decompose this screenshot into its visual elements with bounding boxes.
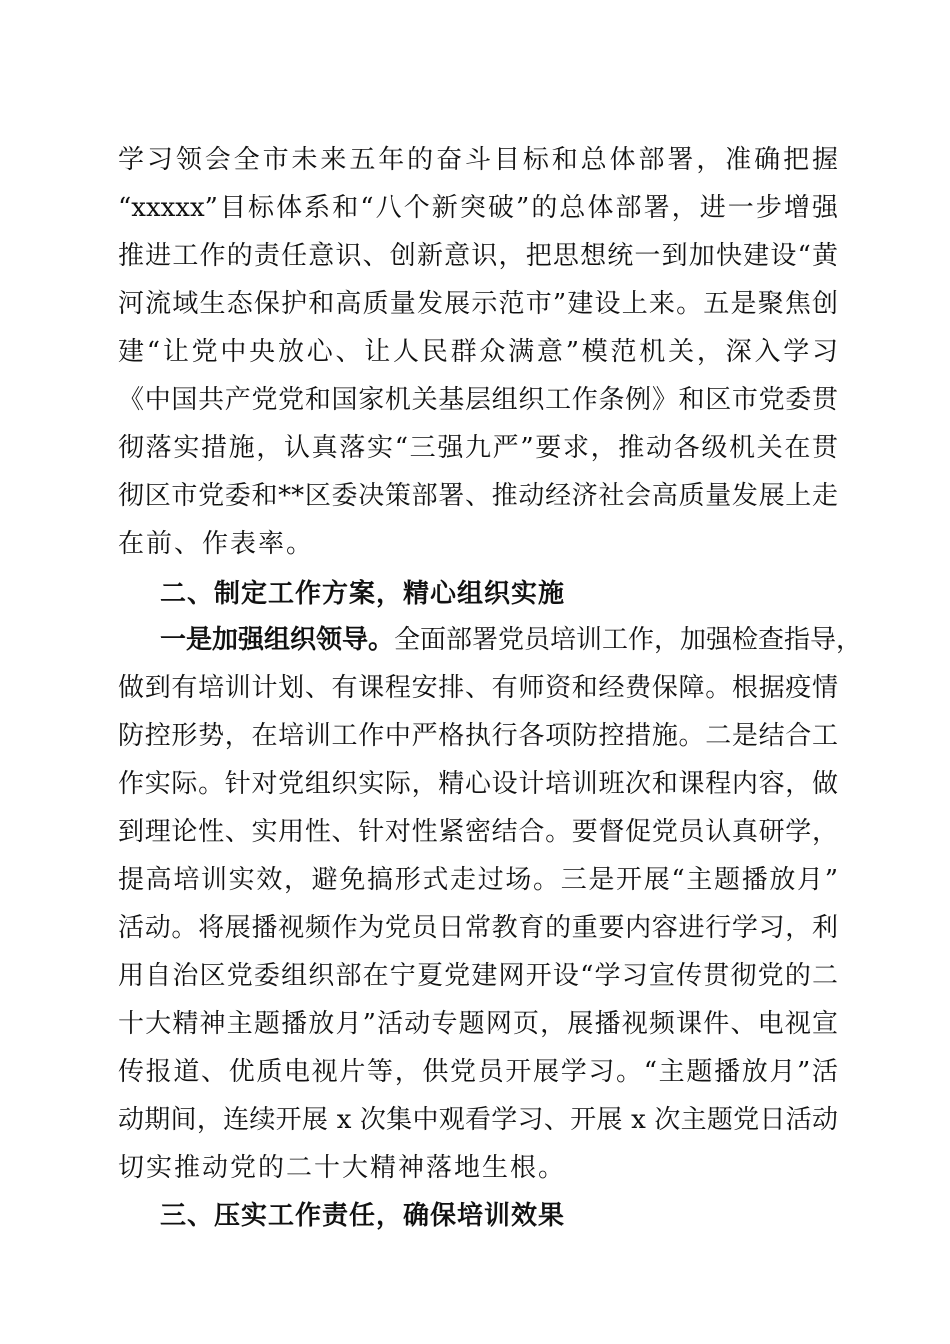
paragraph-line: 活动。将展播视频作为党员日常教育的重要内容进行学习，利 [118,913,838,943]
paragraph-line: “xxxxx”目标体系和“八个新突破”的总体部署，进一步增强 [118,193,838,223]
paragraph-line: 动期间，连续开展 x 次集中观看学习、开展 x 次主题党日活动 [118,1105,838,1135]
section-heading-2: 二、制定工作方案，精心组织实施 [160,579,566,609]
paragraph-line: 传报道、优质电视片等，供党员开展学习。“主题播放月”活 [118,1057,838,1087]
section-heading-3: 三、压实工作责任，确保培训效果 [160,1201,566,1231]
paragraph-line: 切实推动党的二十大精神落地生根。 [118,1153,567,1183]
paragraph-line: 作实际。针对党组织实际，精心设计培训班次和课程内容，做 [118,769,838,799]
paragraph-line: 推进工作的责任意识、创新意识，把思想统一到加快建设“黄 [118,241,838,271]
paragraph-line: 防控形势，在培训工作中严格执行各项防控措施。二是结合工 [118,721,838,751]
paragraph-line: 彻落实措施，认真落实“三强九严”要求，推动各级机关在贯 [118,433,838,463]
paragraph-line: 提高培训实效，避免搞形式走过场。三是开展“主题播放月” [118,865,838,895]
paragraph-line: 在前、作表率。 [118,529,315,559]
paragraph-lead: 一是加强组织领导。 [160,625,395,655]
paragraph-line: 彻区市党委和**区委决策部署、推动经济社会高质量发展上走 [118,481,838,511]
paragraph-first-line [160,620,863,660]
paragraph-first-rest: 全面部署党员培训工作，加强检查指导， [394,625,863,655]
paragraph-line: 建“让党中央放心、让人民群众满意”模范机关，深入学习 [118,337,838,367]
paragraph-line: 《中国共产党党和国家机关基层组织工作条例》和区市党委贯 [118,385,838,415]
paragraph-line: 十大精神主题播放月”活动专题网页，展播视频课件、电视宣 [118,1009,838,1039]
paragraph-line: 学习领会全市未来五年的奋斗目标和总体部署，准确把握 [118,145,838,175]
paragraph-line: 河流域生态保护和高质量发展示范市”建设上来。五是聚焦创 [118,289,838,319]
paragraph-line: 到理论性、实用性、针对性紧密结合。要督促党员认真研学， [118,817,838,847]
paragraph-line: 做到有培训计划、有课程安排、有师资和经费保障。根据疫情 [118,673,838,703]
paragraph-line: 用自治区党委组织部在宁夏党建网开设“学习宣传贯彻党的二 [118,961,838,991]
